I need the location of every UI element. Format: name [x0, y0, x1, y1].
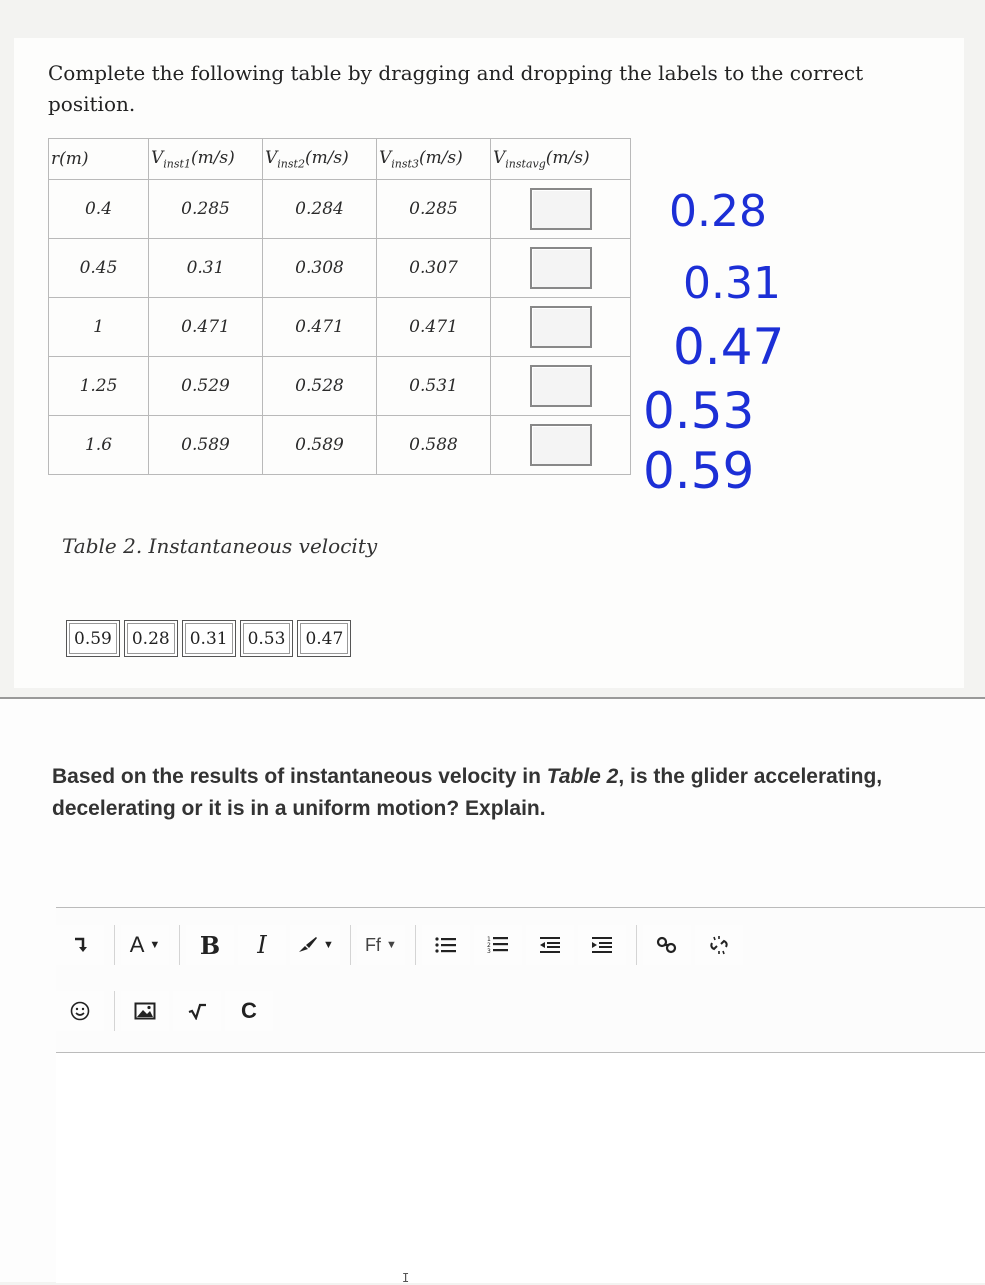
- editor-text-area[interactable]: [56, 1053, 985, 1283]
- clear-formatting-button[interactable]: C: [225, 991, 273, 1031]
- unlink-icon: [708, 935, 730, 955]
- cell-r: 0.4: [49, 180, 149, 239]
- insert-image-button[interactable]: [121, 991, 169, 1031]
- prompt-text-end: , is the glider accelerating, decelerating or it is in a uniform motion? Explain.: [52, 765, 883, 820]
- question-2-prompt: [52, 761, 952, 825]
- handwritten-answer-1: 0.28: [669, 186, 767, 237]
- expand-arrow-icon: [72, 936, 88, 954]
- cell-r: 0.45: [49, 239, 149, 298]
- link-icon: [656, 935, 678, 955]
- header-vavg-unit: (m/s): [545, 147, 590, 168]
- smiley-icon: [70, 1001, 90, 1021]
- font-color-button[interactable]: [121, 925, 169, 965]
- question-2-card: [0, 697, 985, 1285]
- header-v1-sub: inst1: [163, 157, 191, 171]
- header-r-label: r(m): [51, 149, 89, 169]
- toolbar-separator: [350, 925, 351, 965]
- drop-zone-row-2[interactable]: [530, 247, 592, 289]
- rich-text-editor: [56, 907, 985, 1283]
- cell-v3: 0.531: [377, 357, 491, 416]
- header-v3-unit: (m/s): [418, 147, 463, 168]
- chevron-down-icon: ▼: [149, 939, 161, 951]
- cell-v1: 0.589: [149, 416, 263, 475]
- cell-vavg: [491, 180, 631, 239]
- header-v-inst3: [377, 139, 491, 180]
- cell-r: 1.6: [49, 416, 149, 475]
- header-v-instavg: [491, 139, 631, 180]
- equation-button[interactable]: [173, 991, 221, 1031]
- outdent-button[interactable]: [526, 925, 574, 965]
- drag-label[interactable]: 0.59: [66, 620, 120, 657]
- table-header-row: [49, 139, 631, 180]
- brush-icon: [296, 935, 318, 955]
- toolbar-separator: [636, 925, 637, 965]
- cell-v2: 0.471: [263, 298, 377, 357]
- show-more-buttons[interactable]: [56, 925, 104, 965]
- header-v1-main: V: [151, 147, 164, 168]
- cell-v1: 0.529: [149, 357, 263, 416]
- drop-zone-row-1[interactable]: [530, 188, 592, 230]
- cell-vavg: [491, 239, 631, 298]
- toolbar-separator: [114, 925, 115, 965]
- header-v-inst2: [263, 139, 377, 180]
- cell-r: 1: [49, 298, 149, 357]
- table-row: [49, 239, 631, 298]
- toolbar-separator: [114, 991, 115, 1031]
- header-v-inst1: [149, 139, 263, 180]
- font-family-label: Ff: [364, 934, 381, 955]
- header-vavg-sub: instavg: [505, 157, 546, 171]
- svg-text:1: 1: [486, 936, 491, 943]
- table-row: [49, 298, 631, 357]
- italic-button[interactable]: I: [238, 925, 286, 965]
- question-1-card: [14, 38, 964, 688]
- outdent-icon: [539, 936, 561, 954]
- text-cursor-icon: I: [402, 1271, 410, 1285]
- drag-label-bank: [66, 620, 355, 657]
- header-r: [49, 139, 149, 180]
- highlight-button[interactable]: [290, 925, 340, 965]
- square-root-icon: [187, 1002, 207, 1020]
- table-row: [49, 416, 631, 475]
- table-row: [49, 357, 631, 416]
- header-v2-sub: inst2: [277, 157, 305, 171]
- handwritten-answer-4: 0.53: [643, 382, 755, 440]
- cell-v2: 0.589: [263, 416, 377, 475]
- drag-label[interactable]: 0.28: [124, 620, 178, 657]
- cell-vavg: [491, 416, 631, 475]
- table-row: [49, 180, 631, 239]
- cell-v3: 0.307: [377, 239, 491, 298]
- font-color-label: A: [129, 932, 145, 957]
- cell-r: 1.25: [49, 357, 149, 416]
- drag-label[interactable]: 0.53: [240, 620, 294, 657]
- toolbar-row-2: [56, 988, 277, 1034]
- header-vavg-main: V: [493, 147, 506, 168]
- cell-v2: 0.308: [263, 239, 377, 298]
- cell-v2: 0.528: [263, 357, 377, 416]
- header-v3-main: V: [379, 147, 392, 168]
- toolbar-separator: [179, 925, 180, 965]
- drop-zone-row-4[interactable]: [530, 365, 592, 407]
- unlink-button[interactable]: [695, 925, 743, 965]
- prompt-table-reference: Table 2: [546, 765, 619, 788]
- toolbar-separator: [415, 925, 416, 965]
- bold-button[interactable]: B: [186, 925, 234, 965]
- drop-zone-row-5[interactable]: [530, 424, 592, 466]
- cell-v3: 0.588: [377, 416, 491, 475]
- drag-label[interactable]: 0.47: [297, 620, 351, 657]
- handwritten-answer-5: 0.59: [643, 442, 755, 500]
- cell-v3: 0.471: [377, 298, 491, 357]
- cell-vavg: [491, 298, 631, 357]
- cell-v1: 0.31: [149, 239, 263, 298]
- header-v2-main: V: [265, 147, 278, 168]
- header-v2-unit: (m/s): [304, 147, 349, 168]
- indent-button[interactable]: [578, 925, 626, 965]
- handwritten-answer-2: 0.31: [683, 258, 781, 309]
- ordered-list-button[interactable]: [474, 925, 522, 965]
- font-family-button[interactable]: [357, 925, 405, 965]
- chevron-down-icon: ▼: [323, 939, 334, 951]
- emoticon-button[interactable]: [56, 991, 104, 1031]
- svg-text:2: 2: [486, 942, 491, 949]
- unordered-list-button[interactable]: [422, 925, 470, 965]
- toolbar-row-1: [56, 922, 747, 968]
- insert-link-button[interactable]: [643, 925, 691, 965]
- cell-vavg: [491, 357, 631, 416]
- cell-v1: 0.285: [149, 180, 263, 239]
- prompt-text-start: Based on the results of instantaneous velocity in: [52, 765, 547, 788]
- svg-text:3: 3: [486, 948, 491, 955]
- drop-zone-row-3[interactable]: [530, 306, 592, 348]
- image-icon: [134, 1001, 156, 1021]
- cell-v2: 0.284: [263, 180, 377, 239]
- indent-icon: [591, 936, 613, 954]
- cell-v1: 0.471: [149, 298, 263, 357]
- numbered-list-icon: [487, 935, 509, 955]
- header-v3-sub: inst3: [391, 157, 419, 171]
- table-caption: Table 2. Instantaneous velocity: [62, 534, 378, 558]
- bullet-list-icon: [435, 936, 457, 954]
- velocity-table: [48, 138, 631, 475]
- editor-toolbar: [56, 908, 985, 1053]
- question-1-prompt: Complete the following table by dragging and dropping the labels to the correct position.: [48, 61, 864, 116]
- cell-v3: 0.285: [377, 180, 491, 239]
- handwritten-answer-3: 0.47: [673, 318, 785, 376]
- drag-label[interactable]: 0.31: [182, 620, 236, 657]
- chevron-down-icon: ▼: [385, 939, 397, 951]
- header-v1-unit: (m/s): [190, 147, 235, 168]
